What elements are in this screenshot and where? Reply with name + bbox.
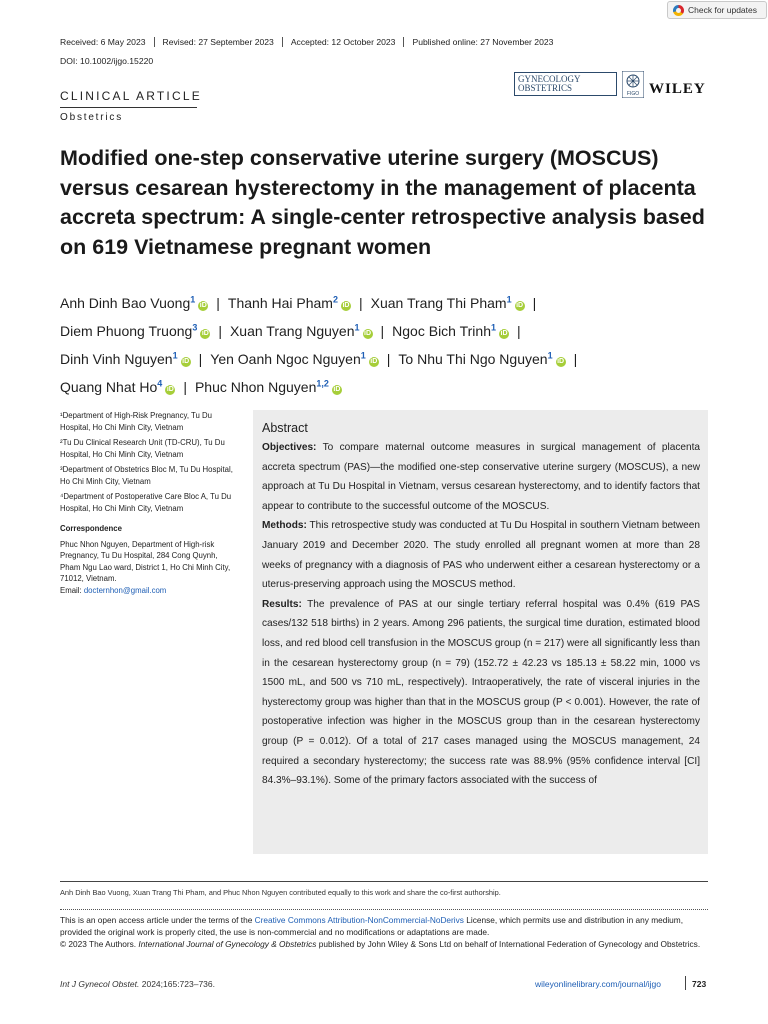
wiley-logo: WILEY [649,81,706,97]
author[interactable]: Yen Oanh Ngoc Nguyen$^1$iD [210,350,378,367]
article-dates [60,37,561,47]
footer-journal-url[interactable]: wileyonlinelibrary.com/journal/ijgo [535,979,661,989]
author[interactable]: Thanh Hai Pham$^2$iD [227,294,350,311]
figo-logo [622,71,644,98]
abstract-methods: Methods: This retrospective study was conducted at Tu Du Hospital in southern Vietnam between January 2019 and December 2020. The study enrolled all pregnant women at more than 28 weeks of pregnancy with a diagnosis of PAS who underwent either a cesarean hysterectomy or a uterus-preserving approach using the MOSCUS method. [262,520,700,591]
article-title: Modified one-step conservative uterine surgery (MOSCUS) versus cesarean hysterectomy in the management of placenta accreta spectrum: A single-center retrospective analysis based on 619 Vietnamese pregnant women [60,146,705,259]
footnote-divider [60,881,708,882]
author[interactable]: Diem Phuong Truong$^3$iD [60,322,209,339]
date-revised: Revised: 27 September 2023 [154,37,282,47]
orcid-icon[interactable]: iD [342,301,350,309]
orcid-icon[interactable]: iD [370,357,378,365]
abstract-objectives: Objectives: To compare maternal outcome measures in surgical management of placenta accreta spectrum (PAS)—the modified one-step conservative uterine surgery (MOSCUS), a new approach at Tu Du Hospital in Vietnam, versus cesarean hysterectomy, and to identify factors that appear to contribute to the successful outcome of the MOSCUS. [262,442,701,512]
orcid-icon[interactable]: iD [333,386,341,394]
cc-license-link[interactable]: Creative Commons Attribution-NonCommercial-NoDerivs [254,915,464,925]
affiliation: ⁴Department of Postoperative Care Bloc A, Tu Du Hospital, Ho Chi Minh City, Vietnam [60,492,232,513]
section-label: CLINICAL ARTICLE [60,89,202,103]
journal-logo-line1: GYNECOLOGY [518,74,581,84]
abstract-heading: Abstract [262,421,308,435]
orcid-icon[interactable]: iD [199,301,207,309]
date-received: Received: 6 May 2023 [60,37,146,47]
doi[interactable]: DOI: 10.1002/ijgo.15220 [60,56,154,66]
author[interactable]: To Nhu Thi Ngo Nguyen$^1$iD [398,350,565,367]
figo-logo-text: FIGO [626,91,640,97]
footer-separator [685,976,686,990]
footer-citation: Int J Gynecol Obstet. 2024;165:723–736. [60,979,216,989]
equal-contribution-note: Anh Dinh Bao Vuong, Xuan Trang Thi Pham, and Phuc Nhon Nguyen contributed equally to this work and share the co-first authorship. [60,888,501,897]
author[interactable]: Xuan Trang Thi Pham$^1$iD [370,294,524,311]
orcid-icon[interactable]: iD [182,357,190,365]
orcid-icon[interactable]: iD [516,301,524,309]
affiliation: ²Tu Du Clinical Research Unit (TD-CRU), Tu Du Hospital, Ho Chi Minh City, Vietnam [60,438,225,459]
abstract-results: Results: The prevalence of PAS at our single tertiary referral hospital was 0.4% (619 PAS cases/132 518 births) in 2 years. Among 296 patients, the surgical time duration, estimated blood loss, and red blood cell transfusion in the MOSCUS group (n = 217) were all significantly less than in the cesarean hysterectomy group (n = 79) (152.72 ± 42.23 vs 185.13 ± 58.22 min, 1000 vs 1500 mL, and 500 vs 710 mL, respectively). Intraoperatively, the rate of visceral injuries in the hysterectomy group was higher than that in the MOSCUS group (P < 0.001). However, the rate of postoperative infection was higher in the MOSCUS group than in the cesarean hysterectomy group (P = 0.012). Of a total of 217 cases managed using the MOSCUS management, 24 required a secondary hysterectomy; the success rate was 88.9% (95% confidence interval [CI] 84.3%–93.1%). Some of the primary factors associated with the success of [262,598,700,787]
author[interactable]: Xuan Trang Nguyen$^1$iD [229,322,372,339]
journal-logo-line2: OBSTETRICS [518,83,573,93]
subsection-label: Obstetrics [60,112,124,123]
affiliation: ¹Department of High-Risk Pregnancy, Tu Du Hospital, Ho Chi Minh City, Vietnam [60,411,212,432]
abstract-box [253,410,708,854]
section-rule [60,107,197,108]
license-divider [60,909,708,910]
check-for-updates-label: Check for updates [688,5,757,15]
check-for-updates-button[interactable] [667,1,767,19]
correspondence-heading: Correspondence [60,524,122,533]
crossmark-icon [673,5,684,16]
orcid-icon[interactable]: iD [557,357,565,365]
correspondence-body: Phuc Nhon Nguyen, Department of High-risk Pregnancy, Tu Du Hospital, 284 Cong Quynh, Pham Ngu Lao ward, District 1, Ho Chi Minh City, 71012, Vietnam. Email: docternhon@gmail.com [60,539,231,595]
date-accepted: Accepted: 12 October 2023 [282,37,404,47]
date-published: Published online: 27 November 2023 [403,37,561,47]
journal-logo [514,72,617,96]
orcid-icon[interactable]: iD [201,329,209,337]
license-text: This is an open access article under the terms of the Creative Commons Attribution-NonCommercial-NoDerivs License, which permits use and distribution in any medium, provided the original work is properly cited, the use is non-commercial and no modifications or adaptations are made. © 2023 The Authors. International Journal of Gynecology & Obstetrics published by John Wiley & Sons Ltd on behalf of International Federation of Gynecology and Obstetrics. [60,915,701,949]
correspondence-email-link[interactable]: docternhon@gmail.com [83,585,167,595]
affiliations [60,410,240,600]
author[interactable]: Anh Dinh Bao Vuong$^1$iD [60,294,207,311]
author-list: Anh Dinh Bao Vuong$^1$iD | Thanh Hai Pham$^2$iD | Xuan Trang Thi Pham$^1$iD | Diem Phuong Truong$^3$iD | Xuan Trang Nguyen$^1$iD | Ngoc Bich Trinh$^1$iD | Dinh Vinh Nguyen$^1$iD | Yen Oanh Ngoc Nguyen$^1$iD | To Nhu Thi Ngo Nguyen$^1$iD | Quang Nhat Ho$^4$iD | Phuc Nhon Nguyen$^{1,2}$iD [60,294,578,396]
page-number: 723 [692,979,707,989]
author[interactable]: Phuc Nhon Nguyen$^{1,2}$iD [194,378,341,396]
affiliation: ³Department of Obstetrics Bloc M, Tu Du Hospital, Ho Chi Minh City, Vietnam [60,465,233,486]
orcid-icon[interactable]: iD [500,329,508,337]
author[interactable]: Ngoc Bich Trinh$^1$iD [392,322,508,339]
orcid-icon[interactable]: iD [364,329,372,337]
author[interactable]: Dinh Vinh Nguyen$^1$iD [60,350,190,367]
orcid-icon[interactable]: iD [166,386,174,394]
author[interactable]: Quang Nhat Ho$^4$iD [60,378,174,396]
